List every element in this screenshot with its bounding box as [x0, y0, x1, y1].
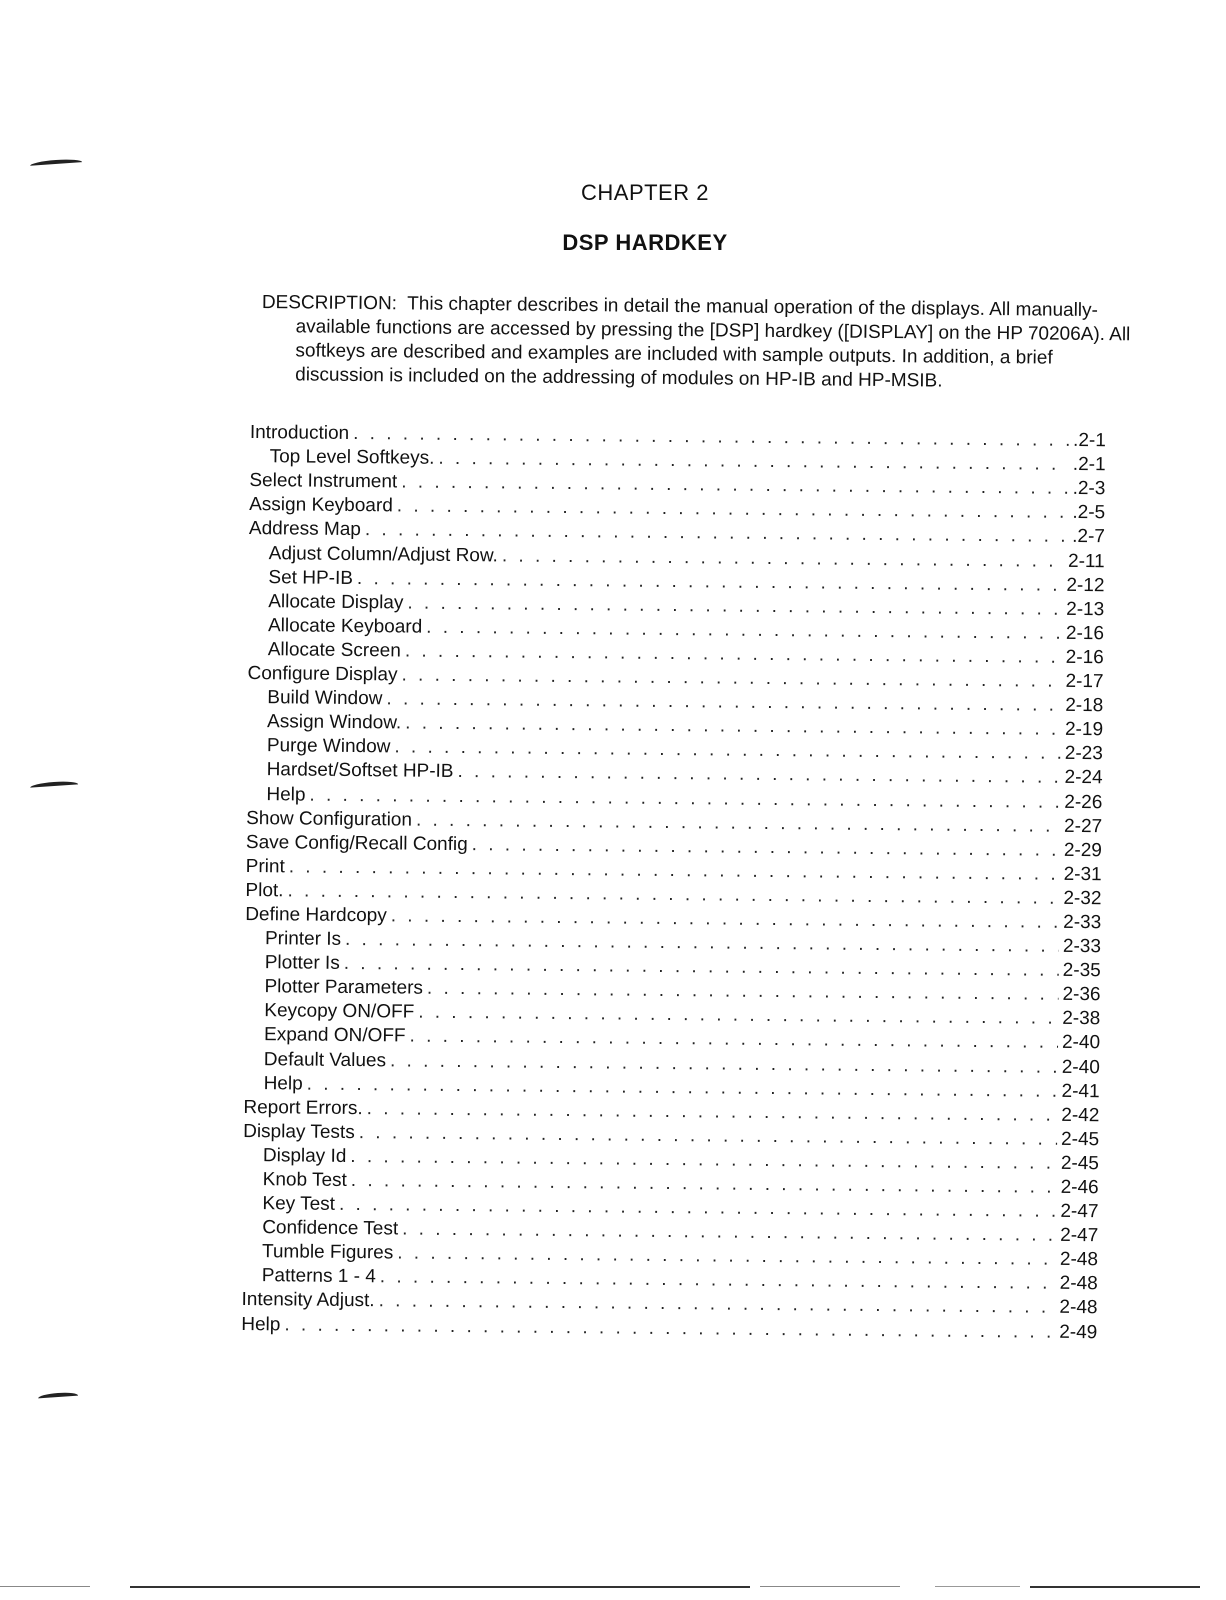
description-text: This chapter describes in detail the manual operation of the displays. All manually-available functions are accessed by pressing the [DSP] hardkey ([DISPLAY] on the HP 70206A). All softkeys are described and examples are included with sample outputs. In addition, a brief discussion is included on the addressing of modules on HP-IB and HP-MSIB.: [295, 293, 1131, 392]
toc-entry-label: Print: [245, 855, 285, 878]
toc-dot-leader: [284, 1314, 1055, 1343]
toc-entry-label: Plot.: [245, 879, 284, 902]
toc-entry-page: 2-35: [1062, 959, 1101, 982]
toc-entry-page: 2-49: [1059, 1321, 1098, 1343]
toc-entry-page: 2-47: [1060, 1200, 1099, 1223]
toc-entry-label: Hardset/Softset HP-IB: [266, 759, 454, 783]
toc-entry-label: Plotter Is: [264, 952, 340, 975]
toc-entry-page: 2-46: [1060, 1176, 1099, 1199]
binder-hole-mark: [30, 780, 78, 787]
toc-entry-page: 2-38: [1062, 1008, 1101, 1030]
toc-entry-label: Display Tests: [243, 1120, 355, 1143]
toc-entry-page: 2-27: [1064, 815, 1103, 837]
toc-entry-page: 2-17: [1065, 670, 1104, 693]
toc-entry-page: .2-3: [1072, 478, 1106, 500]
toc-entry-page: 2-29: [1063, 839, 1103, 861]
toc-entry-label: Set HP-IB: [268, 566, 354, 589]
toc-entry-page: 2-12: [1066, 574, 1105, 596]
description-paragraph: [261, 291, 1132, 395]
toc-entry-label: Define Hardcopy: [245, 903, 387, 927]
toc-entry-page: 2-23: [1064, 743, 1103, 765]
toc-entry-label: Confidence Test: [262, 1217, 399, 1240]
toc-entry-label: Tumble Figures: [261, 1241, 394, 1264]
toc-entry-label: Assign Keyboard: [249, 494, 393, 517]
toc-entry-page: 2-45: [1060, 1152, 1100, 1175]
toc-entry-label: Select Instrument: [249, 470, 398, 493]
toc-entry-page: 2-33: [1063, 911, 1102, 934]
toc-entry-label: Allocate Keyboard: [267, 615, 423, 638]
toc-entry-label: Printer Is: [264, 928, 342, 950]
toc-entry-page: 2-48: [1059, 1297, 1098, 1319]
toc-entry-label: Help: [263, 1072, 303, 1095]
toc-entry-page: 2-26: [1064, 791, 1103, 813]
toc-entry-label: Save Config/Recall Config: [245, 831, 468, 855]
toc-entry-page: 2-45: [1061, 1128, 1100, 1150]
toc-entry-label: Adjust Column/Adjust Row.: [268, 542, 498, 566]
toc-entry-label: Build Window: [267, 687, 383, 710]
toc-entry-page: 2-41: [1061, 1080, 1100, 1102]
toc-entry-page: 2-32: [1063, 887, 1102, 910]
toc-entry-label: Plotter Parameters: [264, 976, 424, 999]
toc-entry-label: Expand ON/OFF: [263, 1024, 406, 1047]
toc-entry-page: 2-48: [1059, 1249, 1099, 1271]
toc-entry-label: Report Errors.: [243, 1096, 363, 1119]
toc-entry-page: 2-31: [1063, 863, 1102, 885]
toc-entry-page: .2-7: [1072, 526, 1106, 548]
toc-entry-label: Knob Test: [262, 1169, 347, 1191]
toc-entry-page: 2-47: [1060, 1225, 1099, 1247]
toc-entry-page: 2-18: [1065, 694, 1104, 717]
toc-entry-page: .2-1: [1072, 454, 1106, 476]
toc-entry-label: Allocate Display: [268, 590, 404, 614]
toc-entry-label: Configure Display: [247, 663, 398, 686]
toc-entry-page: 2-40: [1061, 1056, 1100, 1078]
toc-entry-label: Default Values: [263, 1048, 387, 1071]
page-bottom-rule: [0, 1586, 1226, 1589]
toc-entry-page: 2-42: [1061, 1104, 1100, 1126]
toc-entry-page: 2-48: [1059, 1273, 1098, 1295]
toc-entry-label: Assign Window.: [267, 711, 402, 734]
toc-entry-page: 2-19: [1064, 719, 1104, 741]
toc-entry-label: Intensity Adjust.: [241, 1289, 375, 1312]
toc-entry-page: .2-1: [1072, 429, 1106, 452]
toc-entry-page: .2-5: [1072, 502, 1106, 524]
toc-entry-label: Patterns 1 - 4: [261, 1265, 376, 1288]
toc-entry-page: 2-16: [1065, 622, 1105, 645]
toc-entry-label: Purge Window: [266, 735, 391, 758]
toc-entry-label: Key Test: [262, 1193, 336, 1215]
toc-entry-page: 2-36: [1062, 984, 1101, 1006]
toc-entry-label: Keycopy ON/OFF: [264, 1000, 415, 1023]
toc-entry-label: Help: [266, 783, 306, 806]
toc-entry-label: Address Map: [248, 518, 362, 541]
toc-entry-page: 2-24: [1064, 767, 1103, 789]
toc-entry-label: Top Level Softkeys.: [269, 446, 435, 469]
page-title: DSP HARDKEY: [562, 230, 728, 255]
toc-entry-label: Introduction: [249, 422, 350, 445]
binder-hole-mark: [30, 158, 82, 166]
toc-entry-page: 2-13: [1066, 598, 1105, 620]
toc-entry-page: 2-33: [1062, 935, 1102, 958]
toc-entry-page: 2-16: [1065, 646, 1104, 669]
binder-hole-mark: [38, 1392, 78, 1399]
toc-entry-page: 2-11: [1067, 550, 1105, 572]
toc-entry-label: Display Id: [262, 1145, 347, 1167]
chapter-heading: CHAPTER 2: [581, 180, 709, 205]
toc-entry-page: 2-40: [1061, 1032, 1101, 1054]
toc-entry-label: Allocate Screen: [267, 639, 401, 662]
description-label: DESCRIPTION:: [261, 291, 398, 315]
table-of-contents: [241, 420, 1106, 1344]
toc-entry-label: Show Configuration: [246, 807, 413, 831]
toc-entry-label: Help: [241, 1313, 281, 1335]
